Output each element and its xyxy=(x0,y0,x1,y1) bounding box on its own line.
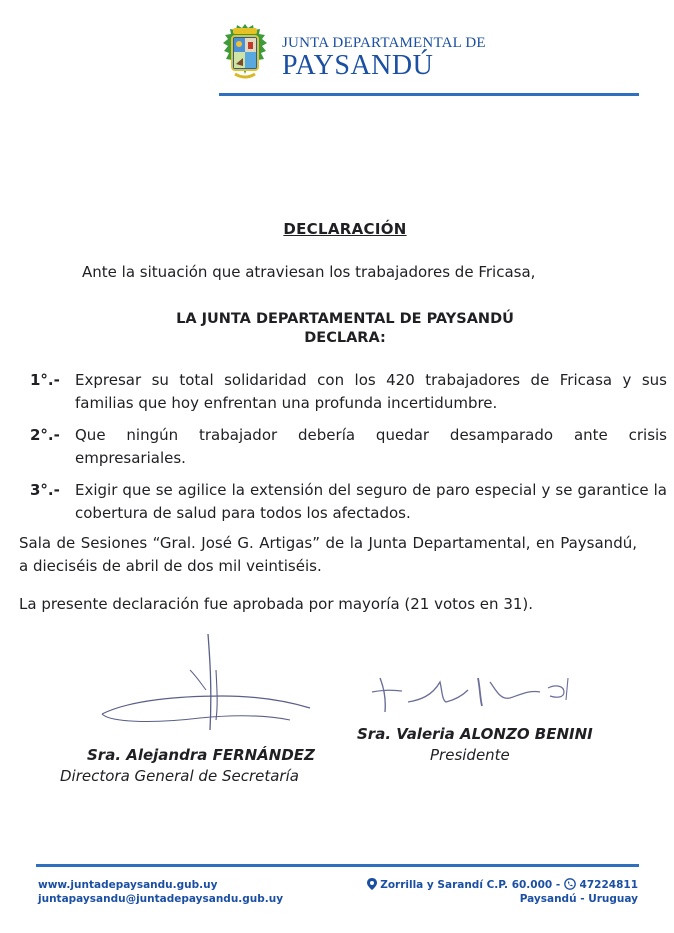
address-text: Zorrilla y Sarandí C.P. 60.000 - xyxy=(380,879,561,891)
document-title: DECLARACIÓN xyxy=(283,220,407,238)
header-divider xyxy=(219,93,639,96)
signer-role: Presidente xyxy=(430,746,510,764)
map-pin-icon xyxy=(367,878,377,890)
phone-number[interactable]: 47224811 xyxy=(579,879,638,891)
letterhead xyxy=(0,0,674,100)
place-and-date: Sala de Sesiones “Gral. José G. Artigas” de la Junta Departamental, en Paysandú, a dieciséis de abril de dos mil veintiséis. xyxy=(19,534,637,575)
item-number: 1°.- xyxy=(30,371,60,389)
signer-name: Sra. Alejandra FERNÁNDEZ xyxy=(87,746,315,764)
website-link[interactable]: www.juntadepaysandu.gub.uy xyxy=(38,879,218,891)
item-text: Expresar su total solidaridad con los 420 trabajadores de Fricasa y sus familias que hoy enfrentan una profunda incertidumbre. xyxy=(75,371,667,412)
handwritten-signature-secretary xyxy=(40,630,360,750)
signature-block-secretary xyxy=(40,630,360,790)
signature-block-president xyxy=(350,660,610,770)
approval-note: La presente declaración fue aprobada por mayoría (21 votos en 31). xyxy=(19,595,534,613)
footer-divider xyxy=(36,864,639,867)
footer-address xyxy=(367,878,638,906)
org-name-line2: PAYSANDÚ xyxy=(282,50,434,81)
intro-text: Ante la situación que atraviesan los trabajadores de Fricasa, xyxy=(82,263,536,281)
declares-label: DECLARA: xyxy=(304,330,386,346)
phone-icon xyxy=(564,878,576,890)
declarant-name: LA JUNTA DEPARTAMENTAL DE PAYSANDÚ xyxy=(176,311,514,327)
footer-contact xyxy=(38,878,283,906)
item-number: 3°.- xyxy=(30,481,60,499)
signer-role: Directora General de Secretaría xyxy=(60,767,299,785)
coat-of-arms-icon xyxy=(221,22,269,84)
org-name-line1: JUNTA DEPARTAMENTAL DE xyxy=(282,35,486,51)
signer-name: Sra. Valeria ALONZO BENINI xyxy=(357,725,593,743)
handwritten-signature-president xyxy=(350,660,610,730)
item-number: 2°.- xyxy=(30,426,60,444)
email-link[interactable]: juntapaysandu@juntadepaysandu.gub.uy xyxy=(38,893,284,905)
item-text: Que ningún trabajador debería quedar desamparado ante crisis empresariales. xyxy=(75,426,667,467)
item-text: Exigir que se agilice la extensión del seguro de paro especial y se garantice la cobertura de salud para todos los afectados. xyxy=(75,481,667,522)
city-text: Paysandú - Uruguay xyxy=(519,893,638,905)
